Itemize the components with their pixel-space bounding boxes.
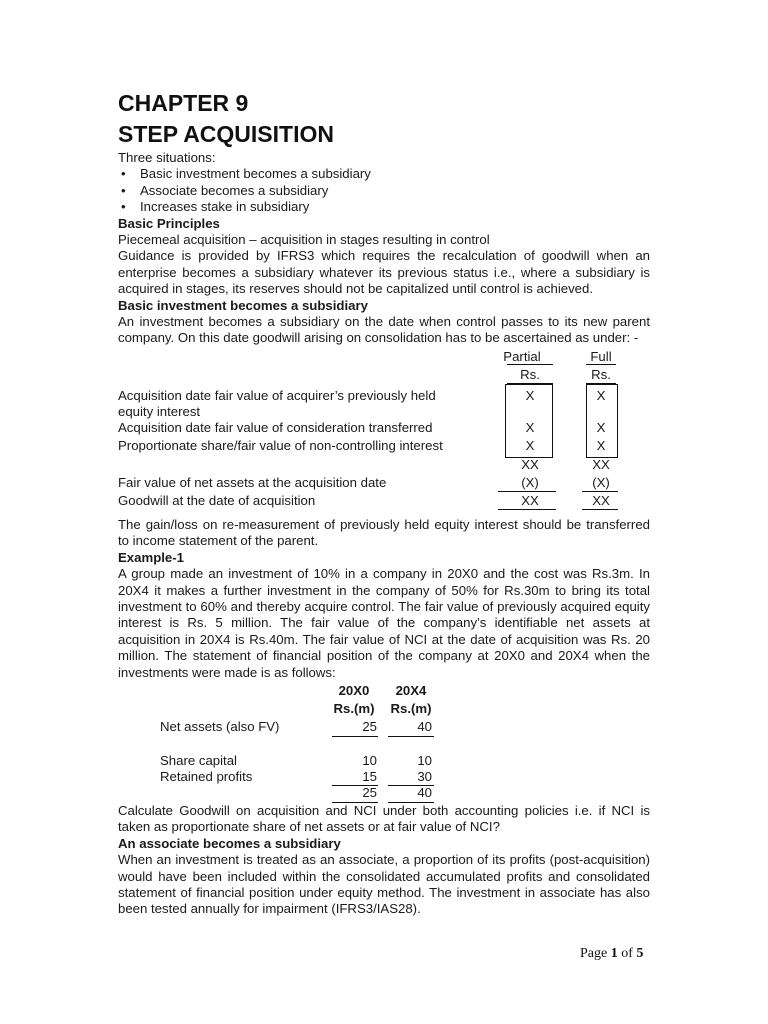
retained-profits-label: Retained profits [160,768,253,784]
row2-label: Acquisition date fair value of consideration transferred [118,419,433,435]
intro-text: Three situations: [118,150,216,165]
net-assets-20x0: 25 [362,718,377,734]
col-partial-unit: Rs. [520,366,540,382]
row1-full: X [596,387,606,403]
subtotal-full: XX [592,456,610,472]
total-20x4: 40 [417,784,432,800]
example-paragraph: A group made an investment of 10% in a company in 20X0 and the cost was Rs.3m. In 20X4 it makes a further investment in the company of 50% for Rs.30m to bring its total investment to 60% and thereby acquire control. The fair value of previously acquired equity interest is Rs. 5 million. The fair value of the company’s identifiable net assets at acquisition in 20X4 is Rs.40m. The fair value of NCI at the date of acquisition was Rs. 20 million. The statement of financial position of the company at 20X0 and 20X4 when the investments were made is as follows: [118,566,650,680]
chapter-subtitle: STEP ACQUISITION [118,121,334,147]
row3-partial: X [525,437,535,453]
heading-associate: An associate becomes a subsidiary [118,835,341,851]
list-item: • Increases stake in subsidiary [118,199,650,215]
calculate-paragraph: Calculate Goodwill on acquisition and NCI under both accounting policies i.e. if NCI is taken as proportionate share of net assets or at fair value of NCI? [118,802,650,835]
row1-partial: X [525,387,535,403]
col-full-header: Full [590,348,612,364]
share-capital-20x0: 10 [362,752,377,768]
guidance-paragraph: Guidance is provided by IFRS3 which requires the recalculation of goodwill when an enterprise becomes a subsidiary whatever its previous status i.e., where a subsidiary is acquired in stages, its reserves should not be capitalized until control is achieved. [118,248,650,297]
row2-partial: X [525,419,535,435]
retained-20x4: 30 [417,768,432,784]
col-full-unit: Rs. [591,366,611,382]
document-page [118,88,650,918]
row5-partial: XX [521,492,539,508]
row4-label: Fair value of net assets at the acquisition date [118,474,387,490]
col-20x4-unit: Rs.(m) [390,700,432,716]
financial-position-table [118,681,650,800]
col-20x4-header: 20X4 [395,682,427,698]
investment-paragraph: An investment becomes a subsidiary on the date when control passes to its new parent company. On this date goodwill arising on consolidation has to be ascertained as under: - [118,314,650,346]
footer-total-pages: 5 [636,946,644,961]
subtotal-partial: XX [521,456,539,472]
heading-basic-investment: Basic investment becomes a subsidiary [118,297,368,313]
goodwill-table [118,347,650,517]
footer-current-page: 1 [610,946,618,961]
retained-20x0: 15 [362,768,377,784]
row1-label: Acquisition date fair value of acquirer’s previously held [118,387,436,403]
row5-full: XX [592,492,610,508]
chapter-title: CHAPTER 9 [118,90,249,116]
net-assets-label: Net assets (also FV) [160,718,280,734]
gain-loss-paragraph: The gain/loss on re-measurement of previously held equity interest should be transferred to income statement of the parent. [118,516,650,549]
net-assets-20x4: 40 [417,718,432,734]
col-partial-header: Partial [503,348,541,364]
share-capital-label: Share capital [160,752,237,768]
row4-full: (X) [592,474,610,490]
footer-page-word: Page [580,946,608,961]
associate-paragraph: When an investment is treated as an associate, a proportion of its profits (post-acquisition) would have been included within the consolidated accumulated profits and consolidated statement of financial position under equity method. The investment in associate has also been tested annually for impairment (IFRS3/IAS28). [118,852,650,917]
row2-full: X [596,419,606,435]
footer-of-word: of [621,946,633,961]
list-item: • Associate becomes a subsidiary [118,183,650,199]
piecemeal-text: Piecemeal acquisition – acquisition in stages resulting in control [118,232,490,248]
total-20x0: 25 [362,784,377,800]
share-capital-20x4: 10 [417,752,432,768]
heading-example-1: Example-1 [118,549,184,565]
row3-label: Proportionate share/fair value of non-controlling interest [118,437,443,453]
page-footer [580,946,643,962]
col-20x0-header: 20X0 [338,682,370,698]
col-20x0-unit: Rs.(m) [333,700,375,716]
row1-label-cont: equity interest [118,403,201,419]
heading-basic-principles: Basic Principles [118,215,220,231]
situations-list [118,166,650,215]
row4-partial: (X) [521,474,539,490]
row3-full: X [596,437,606,453]
list-item: • Basic investment becomes a subsidiary [118,166,650,182]
row5-label: Goodwill at the date of acquisition [118,492,316,508]
